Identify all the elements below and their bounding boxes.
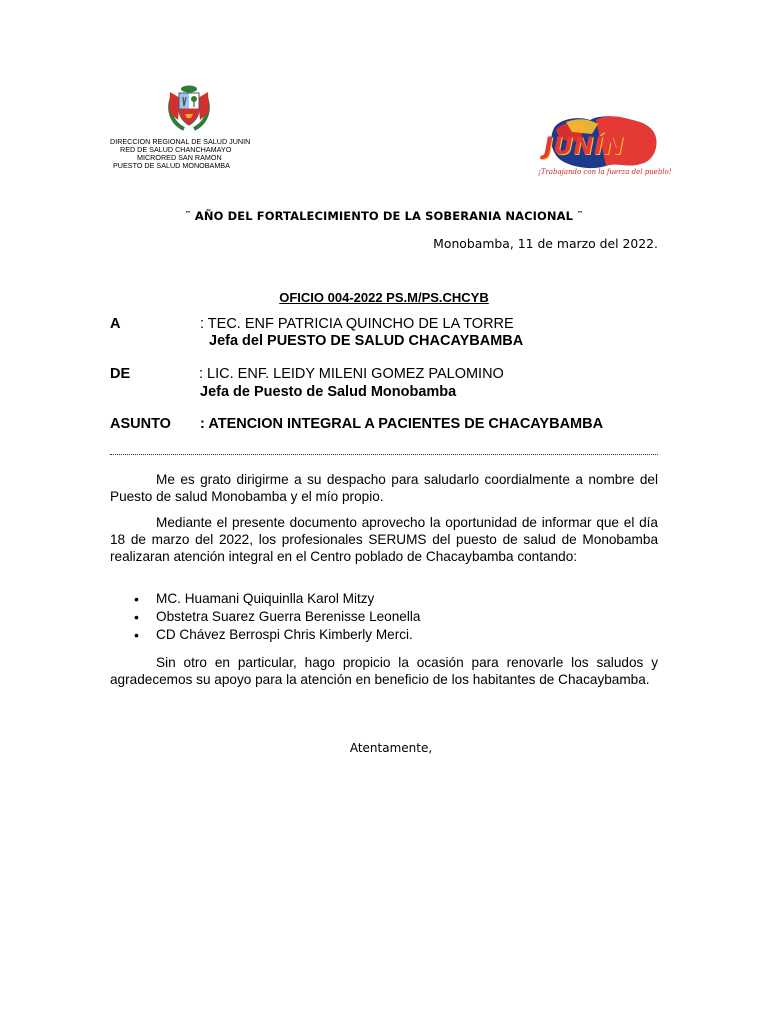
subject-value: : ATENCION INTEGRAL A PACIENTES DE CHACAYBAMBA bbox=[200, 416, 604, 432]
institution-line: PUESTO DE SALUD MONOBAMBA bbox=[113, 161, 230, 170]
junin-logo-text: JUNÍN bbox=[544, 132, 625, 160]
oficio-number: OFICIO 004-2022 PS.M/PS.CHCYB bbox=[279, 290, 489, 305]
list-item: • CD Chávez Berrospi Chris Kimberly Merci. bbox=[134, 626, 420, 644]
subject-label: ASUNTO bbox=[110, 416, 171, 432]
to-label: A bbox=[110, 316, 121, 332]
peru-coat-of-arms-icon bbox=[166, 84, 212, 132]
to-value-line1: : TEC. ENF PATRICIA QUINCHO DE LA TORRE bbox=[200, 316, 514, 332]
body-paragraph-1 bbox=[110, 471, 658, 505]
institution-line: DIRECCION REGIONAL DE SALUD JUNIN bbox=[110, 137, 251, 146]
body-paragraph-2 bbox=[110, 514, 658, 565]
institution-line: MICRORED SAN RAMON bbox=[137, 153, 222, 162]
list-item: • Obstetra Suarez Guerra Berenisse Leonella bbox=[134, 608, 420, 626]
from-value-line1: : LIC. ENF. LEIDY MILENI GOMEZ PALOMINO bbox=[199, 366, 504, 382]
region-junin-logo bbox=[536, 110, 672, 182]
professionals-list bbox=[134, 590, 420, 644]
institution-header bbox=[96, 84, 282, 170]
to-value-line2 bbox=[209, 333, 523, 349]
from-label: DE bbox=[110, 366, 131, 382]
to-office: PUESTO DE SALUD CHACAYBAMBA bbox=[267, 333, 524, 349]
body-paragraph-3 bbox=[110, 654, 658, 688]
place-date: Monobamba, 11 de marzo del 2022. bbox=[433, 236, 658, 251]
body-paragraph-3-text: Sin otro en particular, hago propicio la ocasión para renovarle los saludos y agradecemos su apoyo para la atención en beneficio de los habitantes de Chacaybamba. bbox=[110, 655, 658, 687]
institution-line: RED DE SALUD CHANCHAMAYO bbox=[120, 145, 232, 154]
closing: Atentamente, bbox=[349, 741, 433, 755]
junin-tagline: ¡Trabajando con la fuerza del pueblo! bbox=[538, 168, 672, 176]
from-value-line2: Jefa de Puesto de Salud Monobamba bbox=[200, 384, 457, 400]
list-item: • MC. Huamani Quiquinlla Karol Mitzy bbox=[134, 590, 420, 608]
year-title: ¨ AÑO DEL FORTALECIMIENTO DE LA SOBERANIA NACIONAL ¨ bbox=[184, 209, 584, 223]
to-title: Jefa del bbox=[209, 333, 268, 349]
dotted-separator bbox=[110, 444, 658, 455]
body-paragraph-2-text: Mediante el presente documento aprovecho la oportunidad de informar que el día 18 de marzo del 2022, los profesionales SERUMS del puesto de salud de Monobamba realizaran atención integral en el Centro poblado de Chacaybamba contando: bbox=[110, 515, 658, 564]
body-paragraph-1-text: Me es grato dirigirme a su despacho para saludarlo coordialmente a nombre del Puesto de salud Monobamba y el mío propio. bbox=[110, 472, 658, 504]
